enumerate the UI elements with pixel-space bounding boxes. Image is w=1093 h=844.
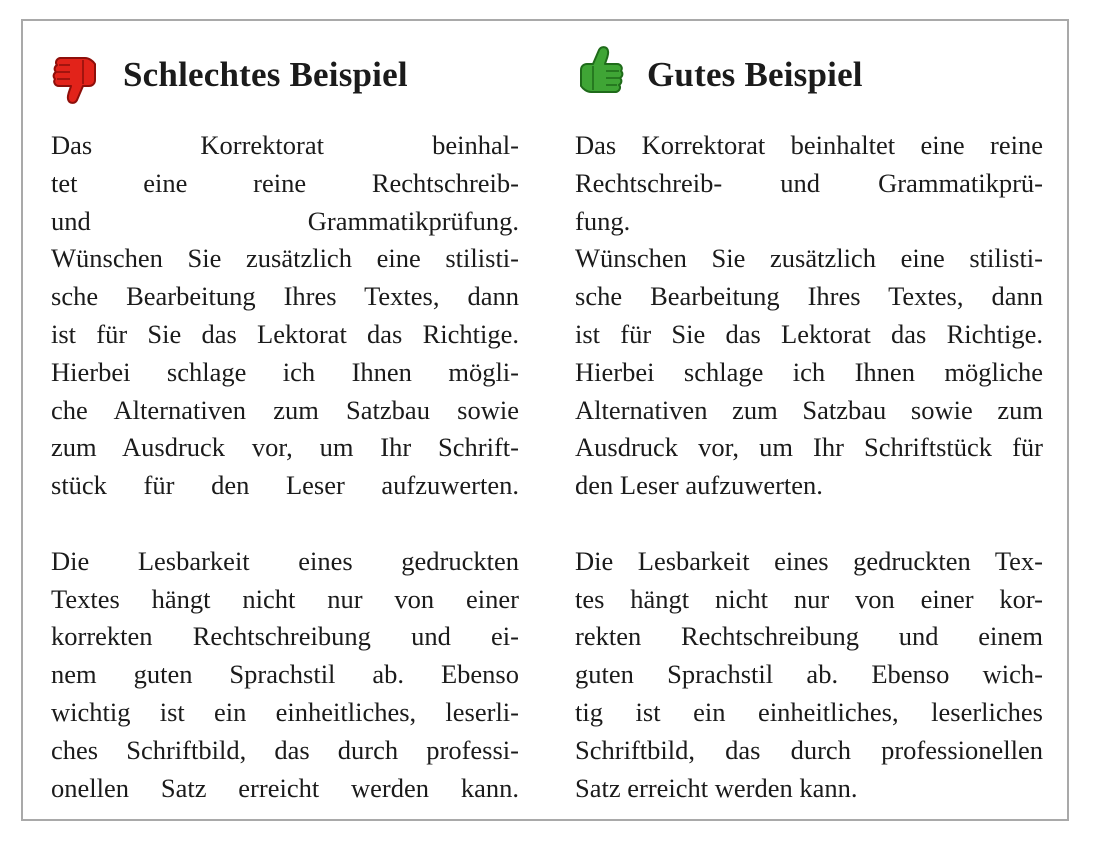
text-line: Alternativen zum Satzbau sowie zum <box>575 394 1043 425</box>
bad-example-text <box>51 127 519 807</box>
text-line: tig ist ein einheitliches, leserliches <box>575 696 1043 727</box>
good-example-heading <box>575 43 863 107</box>
text-line: nem guten Sprachstil ab. Ebenso <box>51 659 519 690</box>
text-line: Wünschen Sie zusätzlich eine stilisti- <box>51 243 519 274</box>
text-line: onellen Satz erreicht werden kann. <box>51 772 519 803</box>
bad-example-title: Schlechtes Beispiel <box>123 55 408 94</box>
text-line: tes hängt nicht nur von einer kor- <box>575 583 1043 614</box>
text-line: wichtig ist ein einheitliches, leserli- <box>51 696 519 727</box>
text-line: ches Schriftbild, das durch professi- <box>51 734 519 765</box>
text-line: fung. <box>575 205 631 236</box>
text-line: Satz erreicht werden kann. <box>575 772 858 803</box>
text-line: che Alternativen zum Satzbau sowie <box>51 394 519 425</box>
text-line: zum Ausdruck vor, um Ihr Schrift- <box>51 432 519 463</box>
text-line: Das Korrektorat beinhaltet eine reine <box>575 130 1043 160</box>
text-line: Hierbei schlage ich Ihnen mögliche <box>575 356 1043 387</box>
thumbs-up-icon <box>575 44 625 106</box>
text-line: stück für den Leser aufzuwerten. <box>51 470 519 501</box>
text-line: sche Bearbeitung Ihres Textes, dann <box>575 281 1043 312</box>
text-line: Das Korrektorat beinhal- <box>51 130 519 160</box>
good-example-title: Gutes Beispiel <box>647 55 863 94</box>
text-line: ist für Sie das Lektorat das Richtige. <box>575 318 1043 349</box>
text-line: tet eine reine Rechtschreib- <box>51 167 519 198</box>
text-line: den Leser aufzuwerten. <box>575 470 823 501</box>
text-line: und Grammatikprüfung. <box>51 205 519 236</box>
text-line: Wünschen Sie zusätzlich eine stilisti- <box>575 243 1043 274</box>
text-line: rekten Rechtschreibung und einem <box>575 621 1043 652</box>
text-line: Ausdruck vor, um Ihr Schriftstück für <box>575 432 1043 463</box>
text-line: ist für Sie das Lektorat das Richtige. <box>51 318 519 349</box>
text-line: Rechtschreib- und Grammatikprü- <box>575 167 1043 198</box>
paragraph-gap <box>575 505 1043 543</box>
paragraph-gap <box>51 505 519 543</box>
text-line: sche Bearbeitung Ihres Textes, dann <box>51 281 519 312</box>
text-line: Schriftbild, das durch professionellen <box>575 734 1043 765</box>
thumbs-down-icon <box>51 44 101 106</box>
text-line: guten Sprachstil ab. Ebenso wich- <box>575 659 1043 690</box>
good-example-text <box>575 127 1043 807</box>
text-line: Textes hängt nicht nur von einer <box>51 583 519 614</box>
text-line: Die Lesbarkeit eines gedruckten Tex- <box>575 545 1043 576</box>
text-line: Hierbei schlage ich Ihnen mögli- <box>51 356 519 387</box>
text-line: korrekten Rechtschreibung und ei- <box>51 621 519 652</box>
text-line: Die Lesbarkeit eines gedruckten <box>51 545 519 576</box>
comparison-box <box>21 19 1069 821</box>
bad-example-heading <box>51 43 408 107</box>
